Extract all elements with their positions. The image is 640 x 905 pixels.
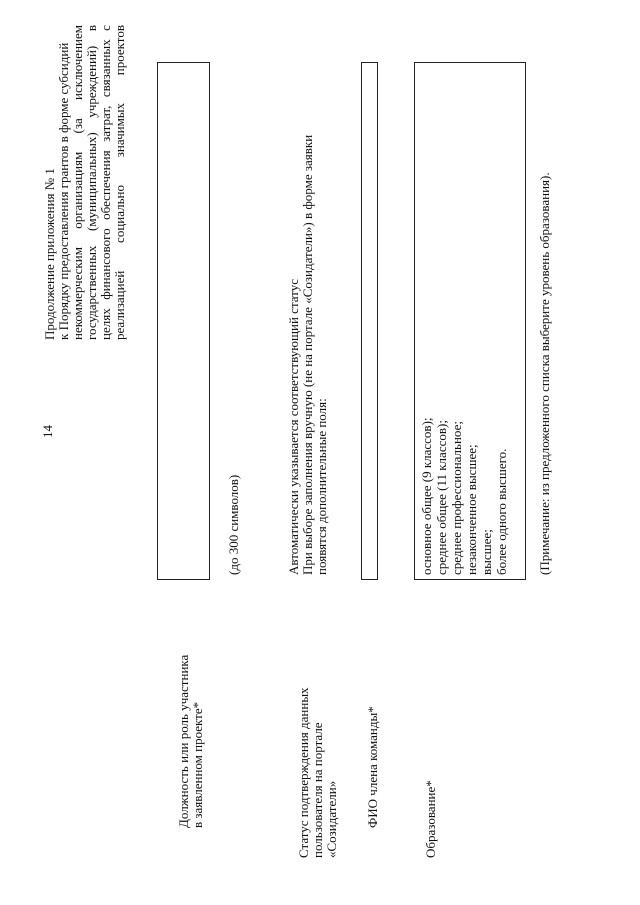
status-text-line-2: При выборе заполнения вручную (не на портале «Созидатели») в форме заявки [300, 134, 315, 575]
fio-input[interactable] [361, 62, 378, 580]
header-line-6: реализацией социально значимых проектов [112, 25, 127, 340]
header-line-5: целях финансового обеспечения затрат, связанных с [98, 25, 113, 340]
page-number: 14 [40, 425, 55, 438]
status-label-line-2: пользователя на портале [310, 722, 325, 858]
status-label-line-3: «Созидатели» [324, 780, 339, 858]
education-option-4[interactable]: незаконченное высшее; [464, 444, 479, 575]
education-option-2[interactable]: среднее общее (11 классов); [434, 420, 449, 575]
education-option-5[interactable]: высшее; [479, 529, 494, 575]
fio-label: ФИО члена команды* [365, 706, 380, 828]
status-text-line-3: появятся дополнительные поля: [314, 398, 329, 575]
position-input[interactable] [157, 62, 210, 580]
position-label-line-2: в заявленном проекте* [190, 701, 205, 828]
education-note: (Примечание: из предложенного списка выберите уровень образования). [537, 172, 552, 575]
education-option-1[interactable]: основное общее (9 классов); [419, 417, 434, 575]
position-label-line-1: Должность или роль участника [176, 654, 191, 828]
header-line-1: Продолжение приложения № 1 [42, 168, 57, 340]
education-option-6[interactable]: более одного высшего. [494, 448, 509, 575]
status-label-line-1: Статус подтверждения данных [296, 687, 311, 858]
education-label: Образование* [423, 780, 438, 858]
header-line-4: государственных (муниципальных) учреждений) в [84, 25, 99, 340]
header-line-2: к Порядку предоставления грантов в форме субсидий [56, 42, 71, 340]
status-text-line-1: Автоматически указывается соответствующий статус [286, 278, 301, 575]
header-line-3: некоммерческим организациям (за исключением [70, 25, 85, 340]
education-option-3[interactable]: среднее профессиональное; [449, 421, 464, 575]
position-char-limit-hint: (до 300 символов) [226, 474, 241, 575]
